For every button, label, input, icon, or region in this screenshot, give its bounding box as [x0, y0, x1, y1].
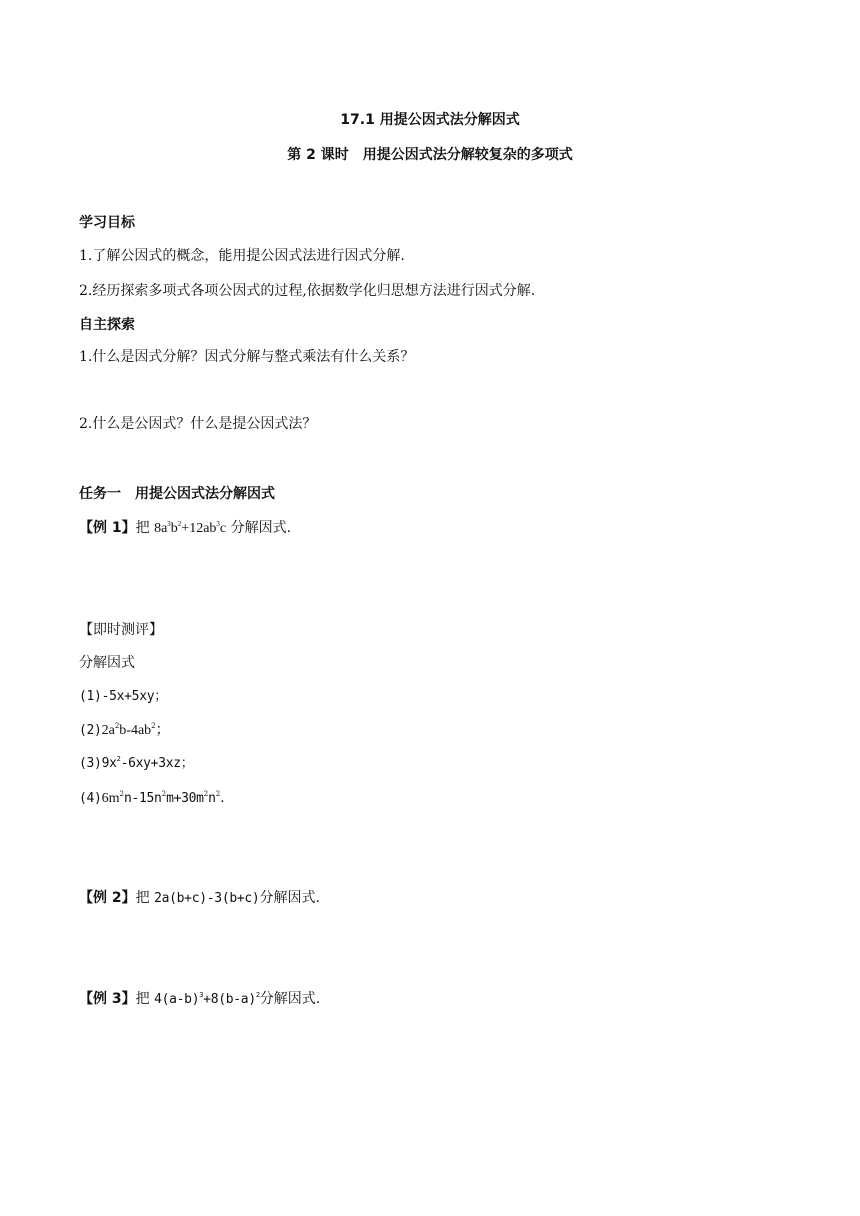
learning-goals-heading: 学习目标: [79, 215, 135, 231]
quiz-question-2: $(2)2a^2b-4ab^2$；: [79, 722, 170, 738]
example-label: 【例 3】: [79, 991, 136, 1007]
self-exploration-heading: 自主探索: [79, 317, 135, 333]
example-tail: 分解因式.: [259, 890, 320, 906]
example-lead: 把: [135, 520, 155, 536]
quiz-instruction: 分解因式: [79, 655, 135, 671]
example-1-expression: $8a^3b^2+12ab^3c$: [154, 520, 227, 536]
document-title: 17.1 用提公因式法分解因式: [340, 112, 520, 128]
exploration-question: 1.什么是因式分解？因式分解与整式乘法有什么关系？: [79, 349, 415, 365]
quiz-label: 【即时测评】: [79, 622, 163, 638]
example-tail: 分解因式.: [226, 520, 292, 536]
learning-goal-item: 1.了解公因式的概念，能用提公因式法进行因式分解.: [79, 248, 405, 264]
example-tail: 分解因式.: [259, 991, 321, 1007]
example-3: [79, 989, 320, 1010]
exploration-question: 2.什么是公因式？什么是提公因式法？: [79, 416, 317, 432]
example-label: 【例 1】: [79, 520, 136, 536]
example-2: [79, 888, 320, 909]
quiz-question-4: $(4)6m^2n-15n^2m+30m^2n^2$.: [79, 790, 225, 806]
example-lead: 把: [135, 890, 155, 906]
example-3-expression: $4(a-b)^3+8(b-a)^2$: [154, 991, 260, 1007]
example-lead: 把: [135, 991, 155, 1007]
quiz-question-3: $(3)9x^2-6xy+3xz$；: [79, 755, 194, 771]
quiz-question-1: (1)-5x+5xy；: [79, 689, 167, 704]
task-one-heading: 任务一 用提公因式法分解因式: [79, 486, 275, 502]
example-1: [79, 518, 291, 539]
learning-goal-item: 2.经历探索多项式各项公因式的过程,依据数学化归思想方法进行因式分解.: [79, 283, 536, 299]
example-label: 【例 2】: [79, 890, 136, 906]
example-2-expression: 2a(b+c)-3(b+c): [154, 891, 260, 906]
lesson-subtitle: 第 2 课时 用提公因式法分解较复杂的多项式: [287, 147, 573, 163]
